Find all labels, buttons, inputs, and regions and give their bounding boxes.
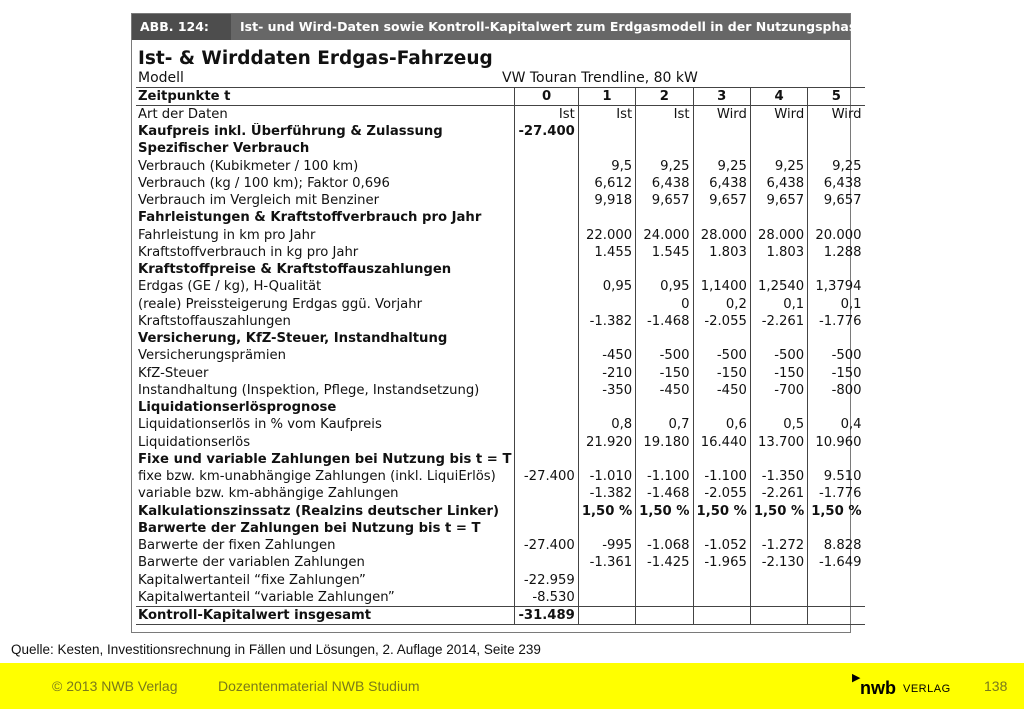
row-value — [515, 485, 578, 502]
row-value: 1,50 % — [693, 503, 750, 520]
row-value — [636, 572, 693, 589]
figure-title: Ist- und Wird-Daten sowie Kontroll-Kapitalwert zum Erdgasmodell in der Nutzungsphase — [240, 19, 865, 34]
row-label: Versicherung, KfZ-Steuer, Instandhaltung — [138, 331, 448, 347]
row-value: -1.361 — [578, 554, 635, 571]
row-value — [515, 244, 578, 261]
row-value: -1.272 — [750, 537, 807, 554]
logo-sub: VERLAG — [903, 683, 951, 695]
row-label: Barwerte der variablen Zahlungen — [138, 555, 365, 571]
row-value — [693, 520, 750, 537]
row-value — [515, 278, 578, 295]
row-value: 9.510 — [808, 468, 865, 485]
row-label: KfZ-Steuer — [138, 365, 209, 381]
copyright-text: © 2013 NWB Verlag — [52, 678, 178, 694]
row-value: -27.400 — [515, 537, 578, 554]
row-value: 9,25 — [636, 158, 693, 175]
figure-header — [132, 14, 865, 40]
row-value — [578, 520, 635, 537]
row-value: -450 — [636, 382, 693, 399]
row-value: Ist — [515, 106, 578, 124]
row-value — [578, 606, 635, 624]
row-value: 19.180 — [636, 434, 693, 451]
row-label: Art der Daten — [138, 107, 228, 122]
row-value: 6,438 — [636, 175, 693, 192]
row-value: 0,1 — [750, 296, 807, 313]
table-row — [136, 503, 865, 520]
source-note: Quelle: Kesten, Investitionsrechnung in Fällen und Lösungen, 2. Auflage 2014, Seite 239 — [11, 642, 541, 657]
row-label: Fahrleistungen & Kraftstoffverbrauch pro Jahr — [138, 210, 482, 226]
data-table — [136, 87, 865, 625]
row-value: 9,5 — [578, 158, 635, 175]
row-label: Barwerte der fixen Zahlungen — [138, 538, 336, 554]
row-value: Wird — [750, 106, 807, 124]
row-label: Liquidationserlösprognose — [138, 400, 337, 416]
row-value: 0,95 — [578, 278, 635, 295]
header-col-5: 5 — [808, 88, 865, 106]
row-value: 1.803 — [693, 244, 750, 261]
row-value — [515, 347, 578, 364]
row-value: -2.055 — [693, 485, 750, 502]
row-value — [750, 399, 807, 416]
row-value: -1.350 — [750, 468, 807, 485]
row-value — [515, 313, 578, 330]
row-value — [515, 503, 578, 520]
logo-arrow-icon: ▶ — [852, 671, 861, 684]
row-value: 22.000 — [578, 227, 635, 244]
row-value: -1.965 — [693, 554, 750, 571]
row-value: 9,657 — [693, 192, 750, 209]
row-value — [808, 399, 865, 416]
header-col-3: 3 — [693, 88, 750, 106]
row-label: Fixe und variable Zahlungen bei Nutzung bis t = T — [138, 451, 512, 467]
row-value: 1,50 % — [636, 503, 693, 520]
page-number: 138 — [984, 678, 1008, 694]
row-value: 20.000 — [808, 227, 865, 244]
row-value: 24.000 — [636, 227, 693, 244]
row-value: -2.130 — [750, 554, 807, 571]
row-value: 0,6 — [693, 416, 750, 433]
table-row — [136, 485, 865, 502]
row-value — [750, 123, 807, 140]
row-label: Liquidationserlös — [138, 434, 251, 450]
header-col-2: 2 — [636, 88, 693, 106]
row-value: 9,25 — [808, 158, 865, 175]
row-value — [515, 399, 578, 416]
row-value: 6,438 — [750, 175, 807, 192]
row-value: 9,918 — [578, 192, 635, 209]
course-text: Dozentenmaterial NWB Studium — [218, 678, 420, 694]
row-value — [636, 589, 693, 607]
row-value — [515, 227, 578, 244]
row-value: -500 — [750, 347, 807, 364]
table-row — [136, 140, 865, 157]
row-value: -1.425 — [636, 554, 693, 571]
row-value — [636, 123, 693, 140]
row-value — [808, 123, 865, 140]
row-value — [808, 140, 865, 157]
row-value: -210 — [578, 365, 635, 382]
row-value — [808, 330, 865, 347]
header-label-cell: Zeitpunkte t — [136, 88, 515, 106]
row-label: Verbrauch (Kubikmeter / 100 km) — [138, 158, 359, 174]
row-value — [636, 399, 693, 416]
row-value — [578, 572, 635, 589]
row-value: -2.055 — [693, 313, 750, 330]
row-value: Wird — [808, 106, 865, 124]
row-value: -500 — [636, 347, 693, 364]
table-row — [136, 192, 865, 209]
row-value: 1,50 % — [750, 503, 807, 520]
row-value — [578, 399, 635, 416]
row-value: -1.649 — [808, 554, 865, 571]
row-value: -1.100 — [636, 468, 693, 485]
row-value — [693, 261, 750, 278]
row-value — [636, 451, 693, 468]
row-value: -995 — [578, 537, 635, 554]
row-value: -1.100 — [693, 468, 750, 485]
row-value: 28.000 — [693, 227, 750, 244]
row-value — [578, 209, 635, 226]
row-value: 1.803 — [750, 244, 807, 261]
row-value: -150 — [750, 365, 807, 382]
row-value — [693, 451, 750, 468]
row-label: Kapitalwertanteil “fixe Zahlungen” — [138, 572, 366, 588]
row-value: -500 — [693, 347, 750, 364]
row-value — [515, 175, 578, 192]
row-label: Kaufpreis inkl. Überführung & Zulassung — [138, 124, 443, 140]
row-label: Instandhaltung (Inspektion, Pflege, Instandsetzung) — [138, 382, 480, 398]
table-row — [136, 123, 865, 140]
table-row — [136, 399, 865, 416]
table-row — [136, 347, 865, 364]
table-row — [136, 589, 865, 607]
row-value — [636, 261, 693, 278]
table-row — [136, 278, 865, 295]
row-value: Ist — [636, 106, 693, 124]
row-value — [808, 261, 865, 278]
row-label: Kontroll-Kapitalwert insgesamt — [136, 606, 515, 624]
model-value: VW Touran Trendline, 80 kW — [502, 70, 698, 86]
table-row — [136, 158, 865, 175]
row-value — [693, 123, 750, 140]
row-value: -1.010 — [578, 468, 635, 485]
row-label: Versicherungsprämien — [138, 348, 287, 364]
table-row — [136, 296, 865, 313]
row-value: 10.960 — [808, 434, 865, 451]
row-value — [515, 209, 578, 226]
row-label: Liquidationserlös in % vom Kaufpreis — [138, 417, 382, 433]
row-label: Kapitalwertanteil “variable Zahlungen” — [138, 589, 395, 605]
row-value — [515, 261, 578, 278]
row-value: 1,3794 — [808, 278, 865, 295]
row-value: 9,657 — [636, 192, 693, 209]
row-value: 16.440 — [693, 434, 750, 451]
row-label: Barwerte der Zahlungen bei Nutzung bis t = T — [138, 520, 481, 536]
row-value — [808, 520, 865, 537]
row-value — [515, 296, 578, 313]
row-value — [636, 330, 693, 347]
row-value: -150 — [636, 365, 693, 382]
row-value — [515, 520, 578, 537]
row-label: Kalkulationszinssatz (Realzins deutscher Linker) — [138, 503, 500, 519]
row-value — [808, 589, 865, 607]
row-value: -22.959 — [515, 572, 578, 589]
row-value — [578, 296, 635, 313]
table-header-row — [136, 88, 865, 106]
row-value — [693, 140, 750, 157]
row-value: -1.468 — [636, 313, 693, 330]
row-value — [750, 261, 807, 278]
row-value — [808, 451, 865, 468]
table-row — [136, 261, 865, 278]
row-value: 1,2540 — [750, 278, 807, 295]
row-label: Verbrauch (kg / 100 km); Faktor 0,696 — [138, 175, 390, 191]
row-value — [693, 330, 750, 347]
row-value: 9,657 — [750, 192, 807, 209]
row-value: -1.382 — [578, 313, 635, 330]
row-value: -1.052 — [693, 537, 750, 554]
table-row — [136, 572, 865, 589]
table-row — [136, 244, 865, 261]
row-value — [693, 572, 750, 589]
row-value — [693, 589, 750, 607]
header-col-0: 0 — [515, 88, 578, 106]
row-value: -150 — [693, 365, 750, 382]
header-col-4: 4 — [750, 88, 807, 106]
row-value — [750, 572, 807, 589]
row-value: -27.400 — [515, 123, 578, 140]
row-value — [636, 606, 693, 624]
main-title: Ist- & Wirddaten Erdgas-Fahrzeug — [138, 48, 493, 69]
table-row — [136, 106, 865, 124]
row-value: -2.261 — [750, 485, 807, 502]
row-value — [808, 606, 865, 624]
row-value: 0,7 — [636, 416, 693, 433]
row-value — [636, 140, 693, 157]
row-value — [636, 209, 693, 226]
row-label: Erdgas (GE / kg), H-Qualität — [138, 279, 322, 295]
row-value — [750, 520, 807, 537]
row-label: Kraftstoffauszahlungen — [138, 313, 291, 329]
row-label: (reale) Preissteigerung Erdgas ggü. Vorjahr — [138, 296, 422, 312]
row-value: 6,438 — [693, 175, 750, 192]
row-value: -1.382 — [578, 485, 635, 502]
row-value: -1.776 — [808, 485, 865, 502]
row-value — [515, 382, 578, 399]
row-value: 0,1 — [808, 296, 865, 313]
model-label: Modell — [138, 70, 184, 86]
row-value — [515, 451, 578, 468]
row-value: 8.828 — [808, 537, 865, 554]
table-row — [136, 227, 865, 244]
row-value: 6,438 — [808, 175, 865, 192]
row-value: -450 — [578, 347, 635, 364]
row-value: 1,50 % — [578, 503, 635, 520]
table-row — [136, 451, 865, 468]
row-value — [515, 434, 578, 451]
row-value — [693, 209, 750, 226]
header-col-1: 1 — [578, 88, 635, 106]
row-value — [750, 140, 807, 157]
row-value: -150 — [808, 365, 865, 382]
row-value: -31.489 — [515, 606, 578, 624]
footer-bar — [0, 663, 1024, 709]
row-value: -1.068 — [636, 537, 693, 554]
row-label: Verbrauch im Vergleich mit Benziner — [138, 193, 380, 209]
row-value: -700 — [750, 382, 807, 399]
row-value: 13.700 — [750, 434, 807, 451]
row-value — [808, 572, 865, 589]
row-value — [750, 606, 807, 624]
row-value — [578, 451, 635, 468]
row-value: -1.776 — [808, 313, 865, 330]
row-value: 28.000 — [750, 227, 807, 244]
table-row — [136, 382, 865, 399]
row-value — [750, 589, 807, 607]
row-value: -500 — [808, 347, 865, 364]
row-value: -350 — [578, 382, 635, 399]
row-label: variable bzw. km-abhängige Zahlungen — [138, 486, 399, 502]
row-value: 0,8 — [578, 416, 635, 433]
row-value — [515, 365, 578, 382]
table-row — [136, 554, 865, 571]
row-value: 1,1400 — [693, 278, 750, 295]
row-value — [515, 554, 578, 571]
row-value — [515, 192, 578, 209]
row-value: 9,25 — [693, 158, 750, 175]
row-label: fixe bzw. km-unabhängige Zahlungen (inkl. LiquiErlös) — [138, 469, 496, 485]
nwb-logo — [852, 669, 952, 703]
row-value: 1,50 % — [808, 503, 865, 520]
row-label: Fahrleistung in km pro Jahr — [138, 227, 316, 243]
row-value: Wird — [693, 106, 750, 124]
row-value — [578, 123, 635, 140]
row-value — [578, 589, 635, 607]
row-value: -8.530 — [515, 589, 578, 607]
row-value: 6,612 — [578, 175, 635, 192]
table-row — [136, 434, 865, 451]
table-row — [136, 209, 865, 226]
table-row — [136, 330, 865, 347]
row-label: Spezifischer Verbrauch — [138, 141, 310, 157]
row-value: 1.455 — [578, 244, 635, 261]
row-value: 0,95 — [636, 278, 693, 295]
table-row — [136, 520, 865, 537]
logo-word: nwb — [860, 678, 896, 698]
row-value: 21.920 — [578, 434, 635, 451]
row-value — [808, 209, 865, 226]
row-value: -450 — [693, 382, 750, 399]
table-row — [136, 365, 865, 382]
row-value: 0,4 — [808, 416, 865, 433]
row-value: 1.288 — [808, 244, 865, 261]
row-value: 9,25 — [750, 158, 807, 175]
table-row — [136, 606, 865, 624]
row-value — [578, 261, 635, 278]
row-value: 0 — [636, 296, 693, 313]
row-value: -1.468 — [636, 485, 693, 502]
row-value: -27.400 — [515, 468, 578, 485]
row-value: 9,657 — [808, 192, 865, 209]
row-value — [693, 606, 750, 624]
row-value: 0,2 — [693, 296, 750, 313]
row-value — [515, 158, 578, 175]
row-value — [578, 140, 635, 157]
row-label: Kraftstoffverbrauch in kg pro Jahr — [138, 244, 359, 260]
row-value — [515, 330, 578, 347]
row-value — [693, 399, 750, 416]
row-value — [750, 451, 807, 468]
row-value: Ist — [578, 106, 635, 124]
row-value: -2.261 — [750, 313, 807, 330]
figure-box — [131, 13, 865, 633]
table-row — [136, 313, 865, 330]
row-value: 0,5 — [750, 416, 807, 433]
table-row — [136, 175, 865, 192]
row-value — [750, 209, 807, 226]
row-value — [750, 330, 807, 347]
row-value — [515, 140, 578, 157]
figure-number: ABB. 124: — [132, 14, 231, 40]
row-value — [515, 416, 578, 433]
row-value — [636, 520, 693, 537]
table-row — [136, 537, 865, 554]
row-label: Kraftstoffpreise & Kraftstoffauszahlungen — [138, 262, 452, 278]
table-row — [136, 416, 865, 433]
row-value — [578, 330, 635, 347]
row-value: 1.545 — [636, 244, 693, 261]
row-value: -800 — [808, 382, 865, 399]
table-row — [136, 468, 865, 485]
